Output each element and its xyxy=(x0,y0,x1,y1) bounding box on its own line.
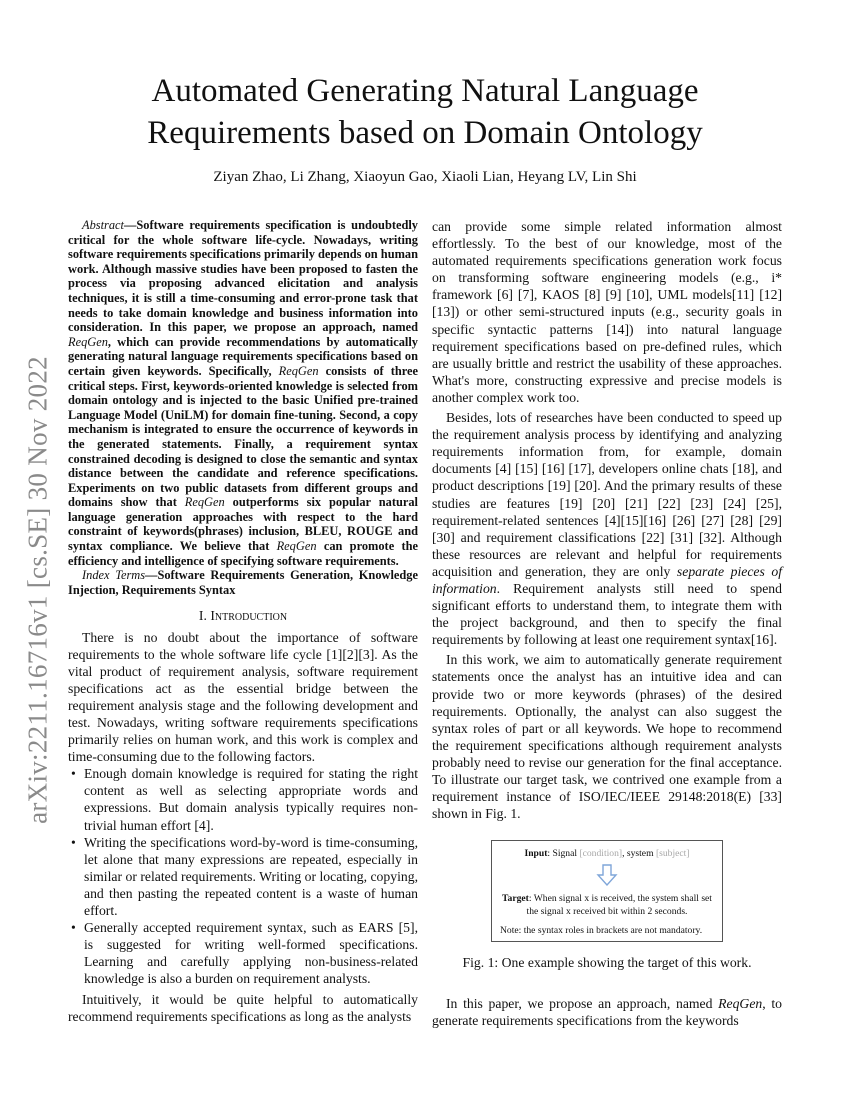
figure-note: Note: the syntax roles in brackets are not mandatory. xyxy=(500,925,703,937)
list-item: • Enough domain knowledge is required for stating the right content as well as selecting appropriate words and expressions. But domain analysis typically requires non-trivial human effort [4]. xyxy=(84,765,418,833)
figure-1-box xyxy=(491,840,723,942)
author-list: Ziyan Zhao, Li Zhang, Xiaoyun Gao, Xiaoli Lian, Heyang LV, Lin Shi xyxy=(213,169,637,185)
arxiv-identifier-text: arXiv:2211.16716v1 [cs.SE] 30 Nov 2022 xyxy=(22,356,53,824)
right-paragraph-1: can provide some simple related information almost effortlessly. To the best of our knowledge, most of the automated requirements specifications generation work focus on transforming software engineering models (e.g., i* framework [6] [7], KAOS [8] [9] [10], UML models[11] [12] [13]) or other semi-structured inputs (e.g., security goals in specific syntactic patterns [14]) into natural language requirement specifications based on pre-defined rules, which are usually brittle and restrict the usability of these approaches. What's more, constructing expressive and precise models is another complex work too. xyxy=(432,219,782,405)
figure-1-caption: Fig. 1: One example showing the target of this work. xyxy=(462,955,752,971)
intro-paragraph-2: Intuitively, it would be quite helpful to automatically recommend requirements specifications as long as the analysts xyxy=(68,991,418,1024)
section-heading-introduction: I. Introduction xyxy=(198,608,288,624)
abstract-label: Abstract xyxy=(82,218,124,232)
right-column xyxy=(432,218,782,1030)
figure-target-line: Target: When signal x is received, the system shall set the signal x received bit within 2 seconds. xyxy=(502,893,712,918)
figure-input-line: Input: Signal [condition], system [subject] xyxy=(524,848,690,860)
factor-list xyxy=(68,765,418,987)
right-paragraph-3: In this work, we aim to automatically generate requirement statements once the analyst has an intuitive idea and can provide two or more keywords (phrases) of the desired requirements. Optionally, the analyst can also suggest the syntax roles of part or all keywords. We hope to recommend the requirement specifications although requirement analysts probably need to revise our generation for the final acceptance. To illustrate our target task, we contrived one example from a requirement instance of ISO/IEC/IEEE 29148:2018(E) [33] shown in Fig. 1. xyxy=(432,652,782,822)
arxiv-identifier xyxy=(14,295,62,885)
arrow-down-icon xyxy=(596,864,618,886)
left-column xyxy=(68,218,418,1025)
index-terms: Index Terms—Software Requirements Generation, Knowledge Injection, Requirements Syntax xyxy=(68,568,418,597)
index-terms-label: Index Terms xyxy=(82,568,146,583)
paper-title: Automated Generating Natural Language Requirements based on Domain Ontology xyxy=(147,73,703,151)
right-paragraph-4: In this paper, we propose an approach, named ReqGen, to generate requirements specifications from the keywords xyxy=(432,996,782,1029)
intro-paragraph-1: There is no doubt about the importance of software requirements to the whole software life cycle [1][2][3]. As the vital product of requirement analysis, software requirement specifications act as the essential bridge between the requirement analysis stage and the following development and test. Nowadays, writing software requirements specifications primarily relies on human work, and this work is complex and time-consuming due to the following factors. xyxy=(68,629,418,765)
list-item: • Writing the specifications word-by-word is time-consuming, let alone that many expressions are repeated, especially in similar or related requirements. Writing or locating, copying, and then pasting the repeated content is a waste of human effort. xyxy=(84,834,418,919)
right-paragraph-2: Besides, lots of researches have been conducted to speed up the requirement analysis process by identifying and analyzing requirements information from, for example, domain documents [4] [15] [16] [17], developers online chats [18], and product descriptions [19] [20]. And the primary results of these studies are features [19] [20] [21] [22] [23] [24] [25], requirement-related sentences [4][15][16] [26] [27] [28] [29] [30] and requirement classifications [22] [31] [32]. Although these resources are relevant and helpful for requirements acquisition and generation, they are only separate pieces of information. Requirement analysts still need to spend significant efforts to understand them, to integrate them with the project background, and then to specify the final requirements by following at least one requirement syntax[16]. xyxy=(432,410,783,648)
list-item: • Generally accepted requirement syntax, such as EARS [5], is suggested for writing well-formed specifications. Learning and carefully applying non-business-related knowledge is also a burden on requirement analysts. xyxy=(84,919,418,987)
abstract: Abstract—Software requirements specification is undoubtedly critical for the whole software life-cycle. Nowadays, writing software requirements specifications primarily depends on human work. Although massive studies have been proposed to fasten the process via proposing advanced elicitation and analysis techniques, it is still a time-consuming and error-prone task that needs to take domain knowledge and business information into consideration. In this paper, we propose an approach, named ReqGen, which can provide recommendations by automatically generating natural language requirements specifications based on certain given keywords. Specifically, ReqGen consists of three critical steps. First, keywords-oriented knowledge is selected from domain ontology and is injected to the basic Unified pre-trained Language Model (UniLM) for domain fine-tuning. Second, a copy mechanism is integrated to ensure the occurrence of keywords in the generated statements. Finally, a requirement syntax constrained decoding is designed to close the semantic and syntax distance between the candidate and reference specifications. Experiments on two public datasets from different groups and domains show that ReqGen outperforms six popular natural language generation approaches with respect to the hard constraint of keywords(phrases) inclusion, BLEU, ROUGE and syntax compliance. We believe that ReqGen can promote the efficiency and intelligence of specifying software requirements. xyxy=(68,218,418,568)
